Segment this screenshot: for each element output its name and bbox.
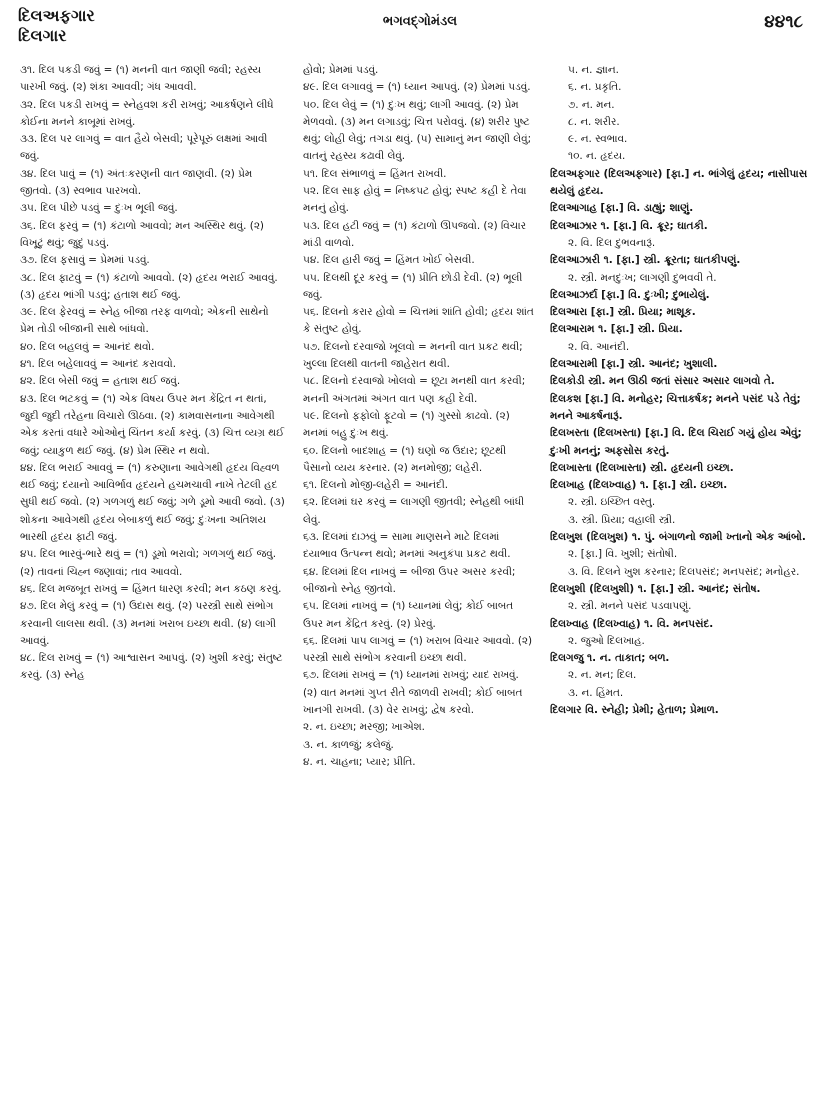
entry: ૫૭. દિલનો દરવાજો ખૂલવો = મનની વાત પ્રકટ થવી; ખુલ્લા દિલથી વાતની જાહેરાત થવી.	[303, 340, 523, 371]
entry: ૪. ન. ચાહના; પ્યાર; પ્રીતિ.	[303, 755, 416, 768]
sense-line: ૧૦. ન. હૃદય.	[568, 150, 626, 163]
headword-entry: દિલગાર વિ. સ્નેહી; પ્રેમી; હેતાળ; પ્રેમાળ.	[550, 703, 719, 716]
sense-line: ૨. જુઓ દિલખાહ.	[568, 634, 645, 647]
headword-entry: દિલઆઝાર ૧. [ફા.] વિ. ક્રૂર; ઘાતકી.	[550, 219, 708, 232]
guide-words	[18, 6, 95, 46]
headword-entry: દિલખાસ્તા (દિલખાસ્તા) સ્ત્રી. હૃદયની ઇચ્છા.	[550, 461, 734, 474]
book-title: ભગવદ્ગોમંડલ	[382, 14, 458, 29]
headword-entry: દિલકશ [ફા.] વિ. મનોહર; ચિત્તાકર્ષક; મનને પસંદ પડે તેવું; મનને આકર્ષનારૂં.	[550, 392, 801, 422]
entry: ૪૧. દિલ બહેલાવવું = આનંદ કરાવવો.	[20, 358, 177, 371]
entry: ૪૫. દિલ ભારવું-ભારે થવું = (૧) ડૂમો ભરાવો; ગળગળું થઈ જવું. (૨) તાવનાં ચિહ્ન જણાવાં; તાવ આવવો.	[20, 548, 277, 578]
entry: ૬૧. દિલનો મોજી-લહેરી = આનંદી.	[303, 479, 449, 492]
entry: ૩૬. દિલ ફરવું = (૧) કંટાળો આવવો; મન અસ્થિર થવું. (૨) વિખૂટું થવું; જુદું પડવું.	[20, 219, 264, 249]
sense-line: ૨. સ્ત્રી. મનદુઃખ; લાગણી દુભવવી તે.	[568, 271, 717, 284]
entry: ૩૧. દિલ પકડી જવું = (૧) મનની વાત જાણી જવી; રહસ્ય પારખી જવું. (૨) શંકા આવવી; ગંધ આવવી.	[20, 64, 262, 94]
headword-entry: દિલકોડી સ્ત્રી. મન ઊઠી જતાં સંસાર અસાર લાગવો તે.	[550, 375, 775, 388]
page-number: ૪૪૧૮	[764, 12, 803, 32]
sense-line: ૩. વિ. દિલને ખુશ કરનાર; દિલપસંદ; મનપસંદ; મનોહર.	[568, 565, 800, 578]
sense-line: ૯. ન. સ્વભાવ.	[568, 133, 628, 146]
entry: ૩૫. દિલ પીછે પડવું = દુઃખ ભૂલી જવું.	[20, 202, 178, 215]
column-middle	[303, 62, 536, 771]
sense-line: ૨. સ્ત્રી. ઇચ્છિત વસ્તુ.	[568, 496, 656, 509]
entry: ૪૨. દિલ બેસી જવું = હતાશ થઈ જવું.	[20, 375, 181, 388]
entry: ૪૭. દિલ મેલું કરવું = (૧) ઉદાસ થવું. (૨) પરસ્ત્રી સાથે સંભોગ કરવાની લાલસા થવી. (૩) મનમાં ખરાબ ઇચ્છા થવી. (૪) લાગી આવવું.	[20, 600, 276, 647]
entry: ૬૭. દિલમાં રાખવું = (૧) ધ્યાનમાં રાખવું; યાદ રાખવું. (૨) વાત મનમાં ગુપ્ત રીતે જાળવી રાખવી; કોઈ બાબત ખાનગી રાખવી. (૩) વેર રાખવું; દ્વેષ કરવો.	[303, 669, 523, 716]
headword-entry: દિલઆરા [ફા.] સ્ત્રી. પ્રિયા; માશૂક.	[550, 306, 696, 319]
entry: ૫૩. દિલ હટી જવું = (૧) કંટાળો ઊપજવો. (૨) વિચાર માંડી વાળવો.	[303, 219, 526, 249]
entry: ૫૪. દિલ હારી જવું = હિંમત ખોઈ બેસવી.	[303, 254, 475, 267]
entry: ૩૮. દિલ ફાટવું = (૧) કંટાળો આવવો. (૨) હૃદય ભરાઈ આવવું. (૩) હૃદય ભાંગી પડવું; હતાશ થઈ જવું.	[20, 271, 278, 301]
sense-line: ૨. વિ. દિલ દુભવનારૂં.	[568, 236, 656, 249]
entry: ૩૭. દિલ ફસાવું = પ્રેમમાં પડવું.	[20, 254, 150, 267]
entry: ૪૦. દિલ બહલવું = આનંદ થવો.	[20, 340, 155, 353]
entry: ૬૦. દિલનો બાદશાહ = (૧) ઘણો જ ઉદાર; છૂટથી પૈસાનો વ્યય કરનાર. (૨) મનમોજી; લહેરી.	[303, 444, 507, 474]
entry: ૪૪. દિલ ભરાઈ આવવું = (૧) કરુણાના આવેગથી હૃદય વિહ્વળ થઈ જવું; દયાનો આવિર્ભાવ હૃદયને હચમચાવી નાખે તેટલી હદ સુધી થઈ જવો. (૨) ગળગળું થઈ જવું; ગળે ડૂમો આવી જવો. (૩) શોકના આવેગથી હૃદય બેબાકળું થઈ જવું; દુઃખના અતિશય ભારથી હૃદય ફાટી જવું.	[20, 461, 285, 544]
entry: ૪૬. દિલ મજબૂત રાખવું = હિંમત ધારણ કરવી; મન કઠણ કરવું.	[20, 582, 282, 595]
headword-entry: દિલખસ્તા (દિલખસ્તા) [ફા.] વિ. દિલ ચિરાઈ ગયું હોય એવું; દુઃખી મનનું; અફસોસ કરતું.	[550, 427, 802, 457]
entry: ૫૯. દિલનો ફફોલો ફૂટવો = (૧) ગુસ્સો કાઢવો. (૨) મનમાં બહુ દુઃખ થવું.	[303, 409, 510, 440]
sense-line: ૨. સ્ત્રી. મનને પસંદ પડવાપણું.	[568, 600, 692, 613]
entry: ૩૨. દિલ પકડી રાખવું = સ્નેહવશ કરી રાખવું; આકર્ષણને લીધે કોઈના મનને કાબૂમાં રાખવું.	[20, 98, 274, 128]
headword-entry: દિલખાહ (દિલખ્વાહ) ૧. [ફા.] સ્ત્રી. ઇચ્છા.	[550, 479, 728, 492]
sense-line: ૨. વિ. આનંદી.	[568, 340, 630, 353]
entry: ૩૯. દિલ ફેરવવું = સ્નેહ બીજા તરફ વાળવો; એકની સાથેનો પ્રેમ તોડી બીજાની સાથે બાંધવો.	[20, 306, 269, 336]
headword-entry: દિલગજુ ૧. ન. તાકાત; બળ.	[550, 652, 670, 665]
headword-entry: દિલઅફગાર (દિલઅફ્ગાર) [ફા.] ન. ભાંગેલું હૃદય; નાસીપાસ થયેલું હૃદય.	[550, 167, 808, 198]
sense-line: ૨. ન. મન; દિલ.	[568, 669, 637, 682]
entry: ૩૩. દિલ પર લાગવું = વાત હૈયે બેસવી; પૂરેપૂરું લક્ષમાં આવી જવું.	[20, 133, 268, 163]
headword-entry: દિલઆગાહ [ફા.] વિ. ડાહ્યું; શાણું.	[550, 202, 694, 215]
entry: ૪૯. દિલ લગાવવું = (૧) ધ્યાન આપવું. (૨) પ્રેમમાં પડવું.	[303, 81, 531, 94]
sense-line: ૭. ન. મન.	[568, 98, 615, 111]
headword-entry: દિલઆરામી [ફા.] સ્ત્રી. આનંદ; ખુશાલી.	[550, 358, 718, 371]
entry: ૩. ન. કાળજું; કલેજું.	[303, 738, 394, 751]
sense-line: ૩. સ્ત્રી. પ્રિયા; વહાલી સ્ત્રી.	[568, 513, 676, 526]
headword-entry: દિલઆઝર્દા [ફા.] વિ. દુઃખી; દુભાયેલું.	[550, 288, 710, 301]
sense-line: ૬. ન. પ્રકૃતિ.	[568, 81, 622, 94]
entry: ૪૩. દિલ ભટકવું = (૧) એક વિષય ઉપર મન કેંદ્રિત ન થતાં, જુદી જુદી તરેહના વિચારો ઊઠવા. (૨) કામવાસનાના આવેગથી એક કરતાં વધારે ઓઓનું ચિંતન કર્યા કરવું. (૩) ચિત્ત વ્યગ્ર થઈ જવું; વ્યાકુળ થઈ જવું. (૪) પ્રેમ સ્થિર ન થવો.	[20, 392, 285, 457]
entry: ૬૪. દિલમાં દિલ નાખવું = બીજા ઉપર અસર કરવી; બીજાનો સ્નેહ જીતવો.	[303, 565, 516, 595]
headword-entry: દિલઆરામ ૧. [ફા.] સ્ત્રી. પ્રિયા.	[550, 323, 683, 336]
guide-word-last: દિલગાર	[18, 26, 67, 45]
sense-line: ૨. [ફા.] વિ. ખુશી; સંતોષી.	[568, 548, 678, 561]
sense-line: ૫. ન. જ્ઞાન.	[568, 64, 619, 76]
headword-entry: દિલઆઝારી ૧. [ફા.] સ્ત્રી. ક્રૂરતા; ઘાતકીપણું.	[550, 254, 741, 267]
entry: ૩૪. દિલ પાવું = (૧) અંતઃકરણની વાત જાણવી. (૨) પ્રેમ જીતવો. (૩) સ્વભાવ પારખવો.	[20, 167, 253, 198]
entry: ૬૬. દિલમાં પાપ લાગવું = (૧) ખરાબ વિચાર આવવો. (૨) પરસ્ત્રી સાથે સંભોગ કરવાની ઇચ્છા થવી.	[303, 634, 533, 665]
entry: ૪૮. દિલ રાખવું = (૧) આશ્વાસન આપવું. (૨) ખુશી કરવું; સંતુષ્ટ કરવું. (૩) સ્નેહ	[20, 652, 283, 682]
entry: ૬૫. દિલમાં નાખવું = (૧) ધ્યાનમાં લેવું; કોઈ બાબત ઉપર મન કેંદ્રિત કરવું. (૨) પ્રેરવું.	[303, 600, 514, 630]
entry: ૫૬. દિલનો કરાર હોવો = ચિત્તમાં શાંતિ હોવી; હૃદય શાંત કે સંતુષ્ટ હોવું.	[303, 306, 534, 336]
column-right	[550, 62, 812, 719]
column-left	[20, 62, 286, 685]
entry: ૫૨. દિલ સાફ હોવું = નિષ્કપટ હોવું; સ્પષ્ટ કહી દે તેવા મનનું હોવું.	[303, 185, 527, 215]
entry: ૫૧. દિલ સંભાળવું = હિંમત રાખવી.	[303, 167, 447, 180]
sense-line: ૩. ન. હિંમત.	[568, 686, 624, 699]
headword-entry: દિલખ્વાહ (દિલખ્વાહ) ૧. વિ. મનપસંદ.	[550, 617, 714, 630]
headword-entry: દિલખુશી (દિલખુશી) ૧. [ફા.] સ્ત્રી. આનંદ; સંતોષ.	[550, 582, 761, 595]
entry: હોવો; પ્રેમમાં પડવું.	[303, 64, 379, 76]
headword-entry: દિલખુશ (દિલખુશ) ૧. પું. બંગાળનો જામી ખ્તાનો એક આંબો.	[550, 531, 806, 544]
entry: ૫૦. દિલ લેવું = (૧) દુઃખ થવું; લાગી આવવું. (૨) પ્રેમ મેળવવો. (૩) મન લગાડવું; ચિત્ત પરોવવું. (૪) શરીર પુષ્ટ થવું; લોહી લેવું; તગડા થવું. (૫) સામાનું મન જાણી લેવું; વાતનું રહસ્ય કઢાવી લેવું.	[303, 98, 532, 163]
guide-word-first: દિલઅફગાર	[18, 6, 95, 25]
sense-line: ૮. ન. શરીર.	[568, 115, 620, 128]
entry: ૨. ન. ઇચ્છા; મરજી; ખાએશ.	[303, 721, 425, 734]
entry: ૬૩. દિલમાં દાઝવું = સામા માણસને માટે દિલમાં દયાભાવ ઉત્પન્ન થવો; મનમાં અનુકંપા પ્રકટ થવી.	[303, 531, 511, 561]
entry: ૬૨. દિલમાં ઘર કરવું = લાગણી જીતવી; સ્નેહથી બાંધી લેવું.	[303, 496, 525, 526]
entry: ૫૫. દિલથી દૂર કરવું = (૧) પ્રીતિ છોડી દેવી. (૨) ભૂલી જવું.	[303, 271, 523, 301]
entry: ૫૮. દિલનો દરવાજો ખોલવો = છૂટા મનથી વાત કરવી; મનની અંગતમાં અંગત વાત પણ કહી દેવી.	[303, 375, 526, 405]
